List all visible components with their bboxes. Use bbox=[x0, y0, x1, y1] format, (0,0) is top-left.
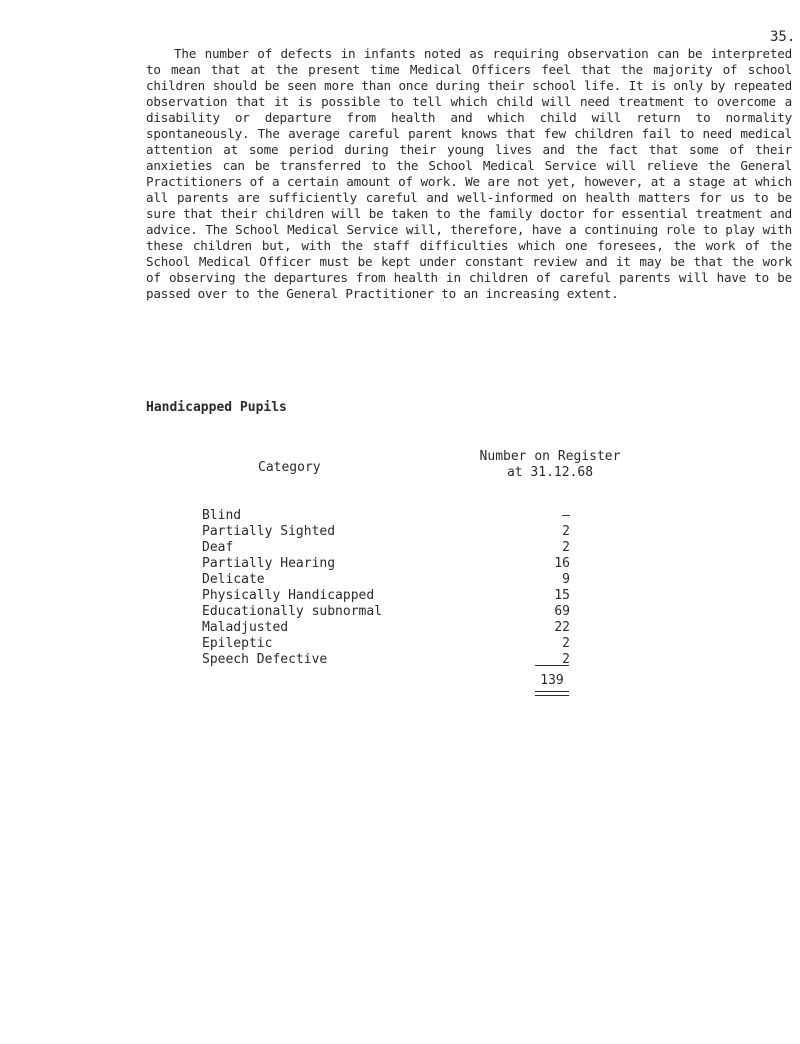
number-header-line2: at 31.12.68 bbox=[506, 465, 594, 480]
paragraph-text: The number of defects in infants noted as requiring observation can be interpreted to mean that at the present time Medical Officers feel that the majority of school children should be seen more than once during their school life. It is only by repeated observation that it is possible to tell which child will need treatment to overcome a disability or departure from health and which child will return to normality spontaneously. The average careful parent knows that few children fail to need medical attention at some period during their young lives and the fact that some of their anxieties can be transferred to the School Medical Service will relieve the General Practitioners of a certain amount of work. We are not yet, however, at a stage at which all parents are sufficiently careful and well-informed on health matters for us to be sure that their children will be taken to the family doctor for essential treatment and advice. The School Medical Service will, therefore, have a continuing role to play with these children but, with the staff difficulties which one foresees, the work of the School Medical Officer must be kept under constant review and it may be that the work of observing the departures from health in children of careful parents will have to be passed over to the General Practitioner to an increasing extent. bbox=[146, 46, 792, 301]
row-category: Epileptic bbox=[202, 636, 273, 651]
number-column-header bbox=[460, 449, 640, 481]
body-paragraph bbox=[146, 46, 792, 302]
table-row bbox=[202, 572, 582, 588]
table-row bbox=[202, 620, 582, 636]
row-count: 22 bbox=[554, 620, 570, 635]
row-category: Partially Sighted bbox=[202, 524, 336, 539]
row-category: Blind bbox=[202, 508, 242, 523]
table-row bbox=[202, 604, 582, 620]
total-double-underline bbox=[535, 691, 569, 696]
page-number: 35. bbox=[770, 29, 796, 45]
table-row bbox=[202, 652, 582, 668]
row-count: – bbox=[562, 508, 570, 523]
row-category: Educationally subnormal bbox=[202, 604, 383, 619]
row-count: 2 bbox=[562, 524, 570, 539]
row-count: 16 bbox=[554, 556, 570, 571]
row-count: 2 bbox=[562, 636, 570, 651]
row-category: Physically Handicapped bbox=[202, 588, 375, 603]
row-category: Deaf bbox=[202, 540, 234, 555]
table-row bbox=[202, 508, 582, 524]
row-category: Delicate bbox=[202, 572, 265, 587]
row-count: 69 bbox=[554, 604, 570, 619]
row-count: 9 bbox=[562, 572, 570, 587]
row-count: 2 bbox=[562, 540, 570, 555]
table-row bbox=[202, 540, 582, 556]
total-value: 139 bbox=[540, 673, 564, 688]
table-row bbox=[202, 556, 582, 572]
number-header-line1: Number on Register bbox=[479, 449, 621, 464]
row-count: 15 bbox=[554, 588, 570, 603]
row-category: Partially Hearing bbox=[202, 556, 336, 571]
table-row bbox=[202, 524, 582, 540]
table-row bbox=[202, 636, 582, 652]
section-heading: Handicapped Pupils bbox=[146, 400, 287, 415]
row-category: Speech Defective bbox=[202, 652, 328, 667]
row-count: 2 bbox=[562, 652, 570, 667]
row-category: Maladjusted bbox=[202, 620, 289, 635]
table-row bbox=[202, 588, 582, 604]
category-column-header: Category bbox=[258, 460, 321, 475]
handicapped-pupils-table bbox=[202, 508, 582, 668]
total-rule bbox=[535, 665, 569, 666]
